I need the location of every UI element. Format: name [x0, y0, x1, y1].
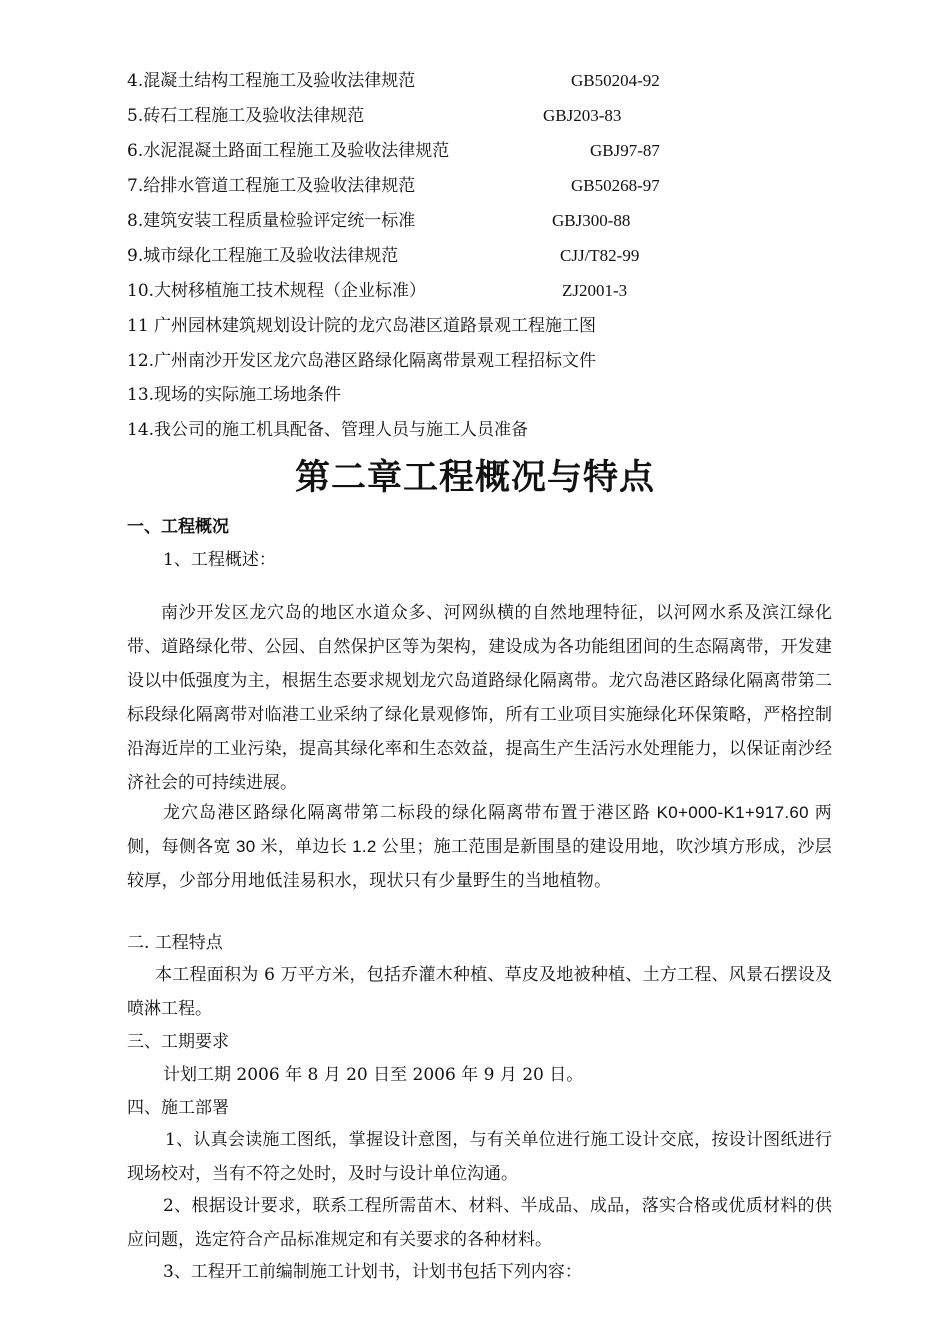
section-heading-deployment: 四、施工部署	[127, 1098, 229, 1118]
overview-paragraph-2: 龙穴岛港区路绿化隔离带第二标段的绿化隔离带布置于港区路 K0+000-K1+917.60 两侧，每侧各宽 30 米，单边长 1.2 公里；施工范围是新围垦的建设用地，吹沙填方形成，沙层较厚，少部分用地低洼易积水，现状只有少量野生的当地植物。	[127, 803, 832, 890]
schedule-text: 计划工期 2006 年 8 月 20 日至 2006 年 9 月 20 日。	[163, 1065, 584, 1085]
overview-paragraph-1: 南沙开发区龙穴岛的地区水道众多、河网纵横的自然地理特征，以河网水系及滨江绿化带、道路绿化带、公园、自然保护区等为架构，建设成为各功能组团间的生态隔离带，开发建设以中低强度为主，根据生态要求规划龙穴岛道路绿化隔离带。龙穴岛港区路绿化隔离带第二标段绿化隔离带对临港工业采纳了绿化景观修饰，所有工业项目实施绿化环保策略，严格控制沿海近岸的工业污染，提高其绿化率和生态效益，提高生产生活污水处理能力，以保证南沙经济社会的可持续进展。	[127, 603, 832, 793]
chapter-title: 第二章工程概况与特点	[294, 457, 655, 498]
reference-14: 14.我公司的施工机具配备、管理人员与施工人员准备	[127, 420, 529, 440]
standard-code-5: GBJ203-83	[543, 106, 622, 125]
standard-code-10: ZJ2001-3	[562, 281, 628, 300]
section-heading-features: 二. 工程特点	[127, 933, 223, 953]
deployment-step-2: 2、根据设计要求，联系工程所需苗木、材料、半成品、成品，落实合格或优质材料的供应问题，选定符合产品标准规定和有关要求的各种材料。	[127, 1196, 832, 1250]
features-paragraph: 本工程面积为 6 万平方米，包括乔灌木种植、草皮及地被种植、土方工程、风景石摆设及喷淋工程。	[127, 965, 832, 1019]
subsection-heading-summary: 1、工程概述：	[163, 550, 276, 570]
standard-title-9: 9.城市绿化工程施工及验收法律规范	[127, 246, 399, 266]
standard-title-6: 6.水泥混凝土路面工程施工及验收法律规范	[127, 141, 450, 161]
standard-title-10: 10.大树移植施工技术规程（企业标准）	[127, 281, 427, 301]
deployment-step-1: 1、认真会读施工图纸，掌握设计意图，与有关单位进行施工设计交底，按设计图纸进行现场校对，当有不符之处时，及时与设计单位沟通。	[127, 1130, 832, 1184]
standard-title-5: 5.砖石工程施工及验收法律规范	[127, 106, 365, 126]
reference-11: 11 广州园林建筑规划设计院的龙穴岛港区道路景观工程施工图	[127, 316, 597, 336]
standard-code-6: GBJ97-87	[590, 141, 660, 160]
section-heading-overview: 一、工程概况	[127, 517, 229, 537]
reference-13: 13.现场的实际施工场地条件	[127, 385, 342, 405]
standard-title-8: 8.建筑安装工程质量检验评定统一标准	[127, 211, 416, 231]
standard-title-7: 7.给排水管道工程施工及验收法律规范	[127, 176, 416, 196]
deployment-step-3: 3、工程开工前编制施工计划书，计划书包括下列内容：	[163, 1262, 582, 1282]
standard-code-9: CJJ/T82-99	[560, 246, 640, 265]
section-heading-schedule: 三、工期要求	[127, 1032, 229, 1052]
standard-code-7: GB50268-97	[571, 176, 660, 195]
standard-code-4: GB50204-92	[571, 71, 660, 90]
reference-12: 12.广州南沙开发区龙穴岛港区路绿化隔离带景观工程招标文件	[127, 351, 597, 371]
standard-code-8: GBJ300-88	[552, 211, 631, 230]
standard-title-4: 4.混凝土结构工程施工及验收法律规范	[127, 71, 416, 91]
